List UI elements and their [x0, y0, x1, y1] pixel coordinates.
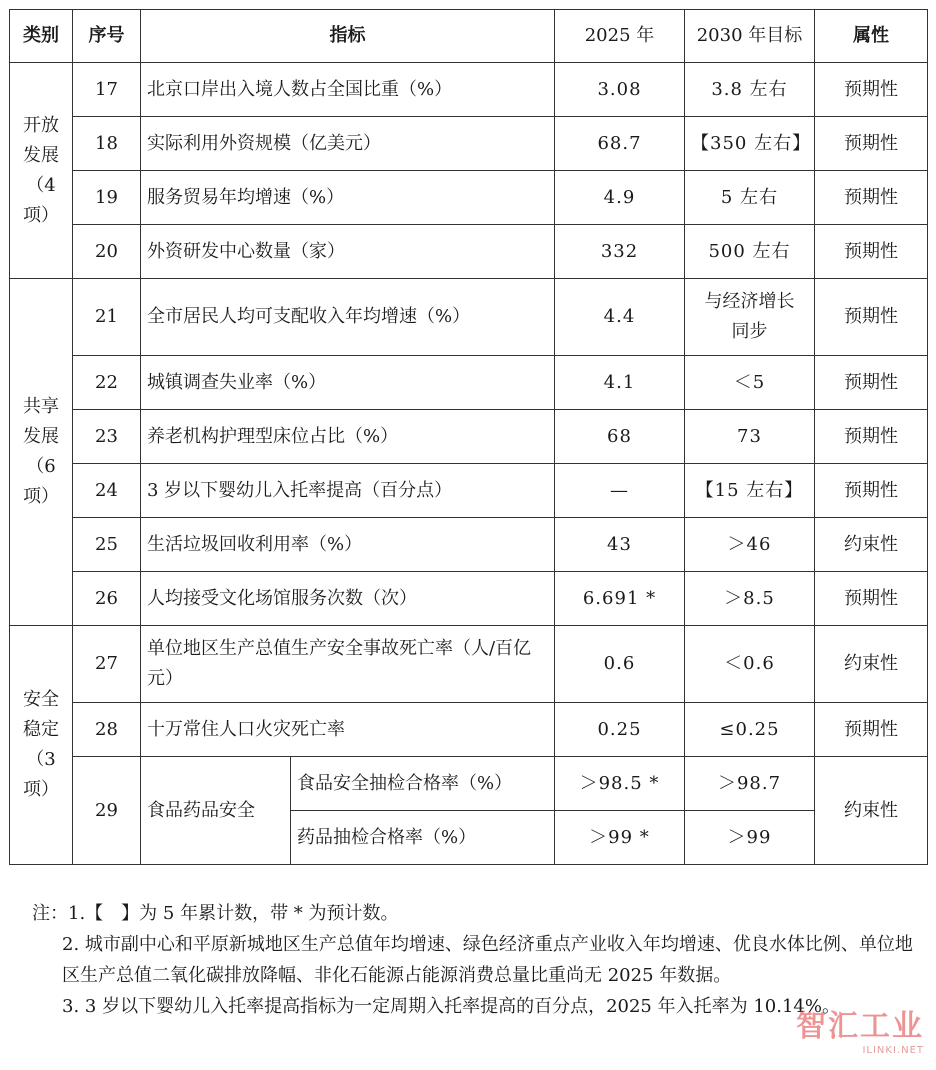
header-category: 类别: [10, 10, 73, 63]
table-row: 共享 发展 （6 项） 21 全市居民人均可支配收入年均增速（%） 4.4 与经济增长同步 预期性: [10, 279, 928, 356]
table-row: 20 外资研发中心数量（家） 332 500 左右 预期性: [10, 225, 928, 279]
table-row: 药品抽检合格率（%） ＞99 * ＞99: [10, 811, 928, 865]
header-2025: 2025 年: [555, 10, 685, 63]
category-share: 共享 发展 （6 项）: [10, 279, 73, 626]
note-1: 注：1.【 】为 5 年累计数，带 * 为预计数。: [32, 903, 399, 924]
table-row: 25 生活垃圾回收利用率（%） 43 ＞46 约束性: [10, 518, 928, 572]
table-row: 19 服务贸易年均增速（%） 4.9 5 左右 预期性: [10, 171, 928, 225]
table-row: 28 十万常住人口火灾死亡率 0.25 ≤0.25 预期性: [10, 703, 928, 757]
watermark-logo: 智汇工业 ILINKI.NET: [796, 1009, 924, 1056]
note-2: 2. 城市副中心和平原新城地区生产总值年均增速、绿色经济重点产业收入年均增速、优良水体比例、单位地区生产总值二氧化碳排放降幅、非化石能源占能源消费总量比重尚无 2025 年数据。: [62, 934, 913, 986]
table-row: 22 城镇调查失业率（%） 4.1 ＜5 预期性: [10, 356, 928, 410]
note-3: 3. 3 岁以下婴幼儿入托率提高指标为一定周期入托率提高的百分点，2025 年入托率为 10.14%。: [62, 996, 840, 1017]
header-row: [10, 10, 928, 63]
table-row: 23 养老机构护理型床位占比（%） 68 73 预期性: [10, 410, 928, 464]
table-row: 开放 发展 （4 项） 17 北京口岸出入境人数占全国比重（%） 3.08 3.8 左右 预期性: [10, 63, 928, 117]
category-open: 开放 发展 （4 项）: [10, 63, 73, 279]
header-attr: 属性: [815, 10, 928, 63]
header-indicator: 指标: [141, 10, 555, 63]
table-row: 安全 稳定 （3 项） 27 单位地区生产总值生产安全事故死亡率（人/百亿元） 0.6 ＜0.6 约束性: [10, 626, 928, 703]
header-2030: 2030 年目标: [685, 10, 815, 63]
table-row: 18 实际利用外资规模（亿美元） 68.7 【350 左右】 预期性: [10, 117, 928, 171]
table-row: 24 3 岁以下婴幼儿入托率提高（百分点） — 【15 左右】 预期性: [10, 464, 928, 518]
indicator-table: [9, 9, 928, 865]
table-row: 29 食品药品安全 食品安全抽检合格率（%） ＞98.5 * ＞98.7 约束性: [10, 757, 928, 811]
header-seq: 序号: [73, 10, 141, 63]
category-safe: 安全 稳定 （3 项）: [10, 626, 73, 865]
table-row: 26 人均接受文化场馆服务次数（次） 6.691 * ＞8.5 预期性: [10, 572, 928, 626]
table-notes: [32, 898, 928, 1022]
